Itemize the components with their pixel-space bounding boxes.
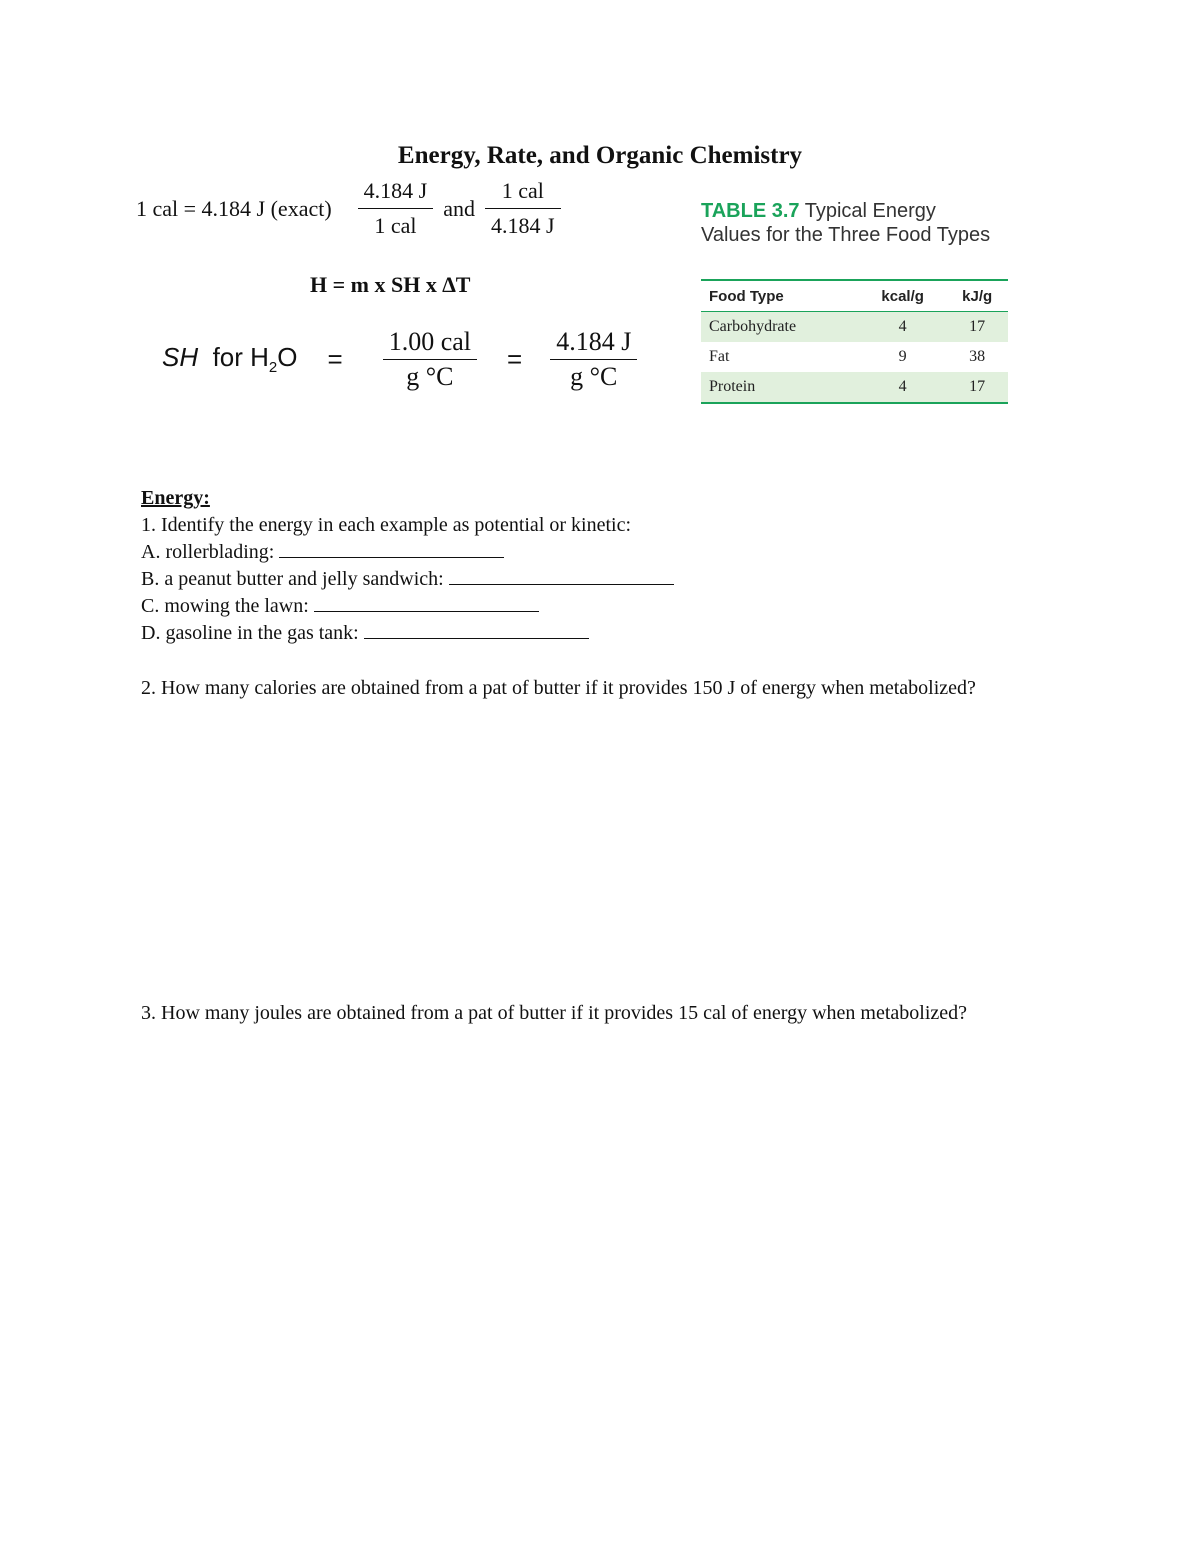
for-h-text: for H [212,342,269,373]
table-cell-kcal: 4 [859,312,946,343]
table-cell-kcal: 4 [859,372,946,403]
table-cell-kcal: 9 [898,348,907,365]
specific-heat-equation [162,327,637,392]
conversion-label: 1 cal = 4.184 J (exact) [136,195,332,221]
column-header-kj: kJ/g [946,280,1008,312]
fraction-numerator: 1.00 cal [388,327,471,356]
specific-heat-label [162,342,298,376]
table-row [701,312,1008,343]
question-item-label: C. mowing the lawn: [141,595,309,617]
table-caption-text: Typical Energy Values for the Three Food Types [701,200,991,246]
column-header-kcal: kcal/g [859,280,946,312]
question-one-block [141,485,1041,647]
table-cell-kj: 38 [969,348,986,365]
answer-blank[interactable] [449,566,674,585]
question-item-label: A. rollerblading: [141,541,275,563]
question-three: 3. How many joules are obtained from a pat of butter if it provides 15 cal of energy when metabolized? [141,1002,968,1024]
answer-blank[interactable] [279,539,504,558]
question-item [141,593,1041,620]
column-header-food-type: Food Type [701,280,859,312]
table-cell-food: Fat [709,348,730,365]
table-cell-kj: 17 [946,312,1008,343]
page-title: Energy, Rate, and Organic Chemistry [397,142,803,169]
oxygen-symbol: O [277,342,298,373]
table-number: TABLE 3.7 [701,200,800,222]
food-energy-table [701,279,1008,404]
subscript-two: 2 [268,359,278,377]
table-row [701,342,1008,372]
fraction-numerator: 4.184 J [556,327,632,356]
connector-word: and [443,195,475,221]
table-cell-food: Protein [701,372,859,403]
specific-heat-cal-fraction [383,327,477,392]
question-item [141,539,1041,566]
question-item [141,566,1041,593]
specific-heat-joule-fraction [550,327,637,392]
fraction-numerator: 4.184 J [363,178,428,203]
fraction-denominator: 1 cal [374,213,417,238]
table-cell-food: Carbohydrate [701,312,859,343]
question-one-prompt: 1. Identify the energy in each example as potential or kinetic: [141,514,632,536]
fraction-denominator: 4.184 J [491,213,555,238]
equals-sign: = [507,344,523,374]
question-item-label: D. gasoline in the gas tank: [141,622,359,644]
question-two: 2. How many calories are obtained from a pat of butter if it provides 150 J of energy when metabolized? [141,677,976,699]
calorie-conversion-equation [136,178,561,239]
question-item [141,620,1041,647]
heat-equation: H = m x SH x ∆T [310,272,471,297]
conversion-factor-cal-per-joule [485,178,561,239]
fraction-denominator: g °C [406,362,454,391]
table-row [701,372,1008,403]
section-heading: Energy: [141,487,210,509]
table-cell-kj: 17 [946,372,1008,403]
question-item-label: B. a peanut butter and jelly sandwich: [141,568,444,590]
answer-blank[interactable] [364,620,589,639]
fraction-numerator: 1 cal [501,178,544,203]
fraction-denominator: g °C [570,362,618,391]
sh-symbol: SH [162,342,199,373]
equals-sign: = [327,344,343,374]
conversion-factor-joules-per-cal [358,178,434,239]
table-header-row [701,280,1008,312]
answer-blank[interactable] [314,593,539,612]
table-caption [701,199,1001,247]
